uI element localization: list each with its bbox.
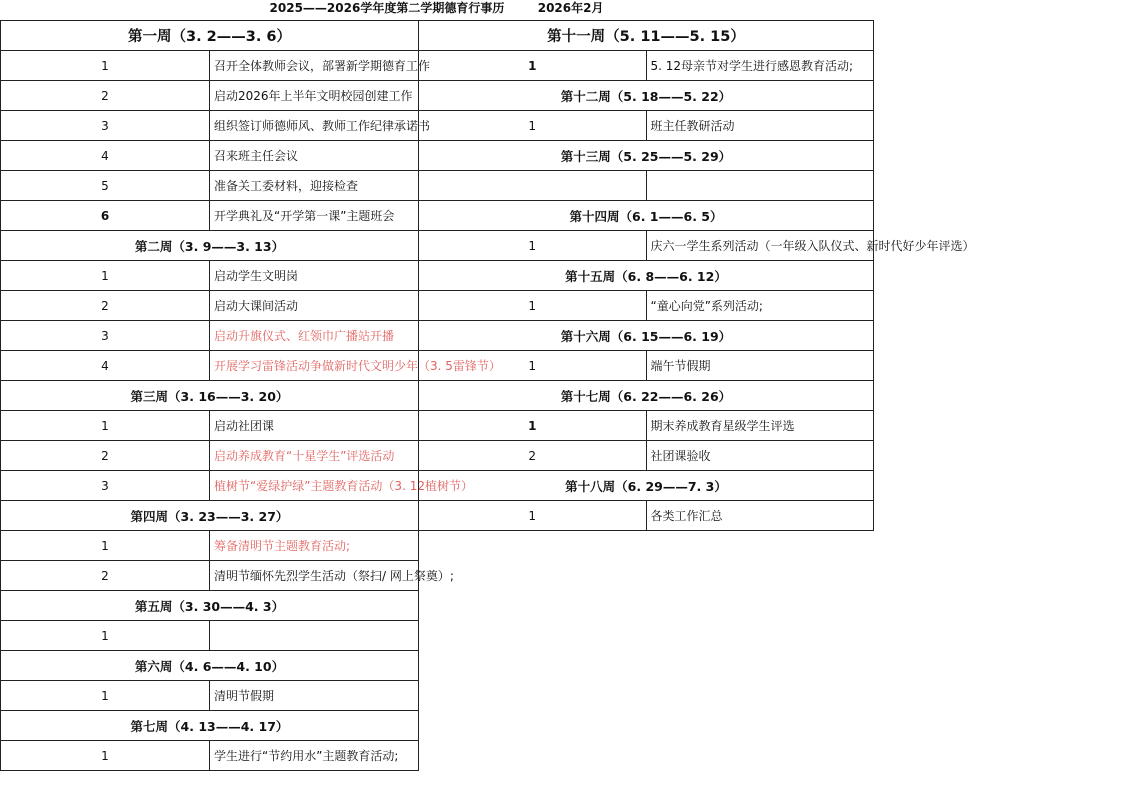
week-title: 第十四周（6. 1——6. 5） — [419, 201, 874, 231]
task-row — [1, 321, 419, 351]
task-number: 4 — [1, 351, 210, 381]
week-title: 第七周（4. 13——4. 17） — [1, 711, 419, 741]
week-header-row — [1, 651, 419, 681]
task-row — [419, 441, 874, 471]
task-text: 社团课验收 — [646, 441, 874, 471]
task-number: 1 — [419, 111, 647, 141]
task-text: 召开全体教师会议，部署新学期德育工作 — [210, 51, 419, 81]
task-text: 召来班主任会议 — [210, 141, 419, 171]
task-text — [646, 171, 874, 201]
task-row — [1, 51, 419, 81]
task-row — [1, 291, 419, 321]
week-header-row — [419, 381, 874, 411]
week-title: 第一周（3. 2——3. 6） — [1, 21, 419, 51]
task-number: 1 — [1, 261, 210, 291]
task-text: 开学典礼及“开学第一课”主题班会 — [210, 201, 419, 231]
task-row — [419, 171, 874, 201]
task-text: 开展学习雷锋活动争做新时代文明少年（3. 5雷锋节） — [210, 351, 419, 381]
task-number: 1 — [419, 411, 647, 441]
task-number: 4 — [1, 141, 210, 171]
task-row — [1, 201, 419, 231]
week-title: 第十三周（5. 25——5. 29） — [419, 141, 874, 171]
task-row — [1, 261, 419, 291]
week-header-row — [1, 501, 419, 531]
task-number: 1 — [1, 531, 210, 561]
task-text: 启动社团课 — [210, 411, 419, 441]
task-number: 1 — [419, 231, 647, 261]
task-text: “童心向党”系列活动; — [646, 291, 874, 321]
task-number: 3 — [1, 111, 210, 141]
week-title: 第三周（3. 16——3. 20） — [1, 381, 419, 411]
week-header-row — [419, 81, 874, 111]
task-text: 启动大课间活动 — [210, 291, 419, 321]
task-number: 2 — [419, 441, 647, 471]
week-header-row — [1, 21, 419, 51]
task-row — [1, 141, 419, 171]
task-text: 端午节假期 — [646, 351, 874, 381]
task-number: 2 — [1, 561, 210, 591]
task-row — [419, 51, 874, 81]
week-title: 第二周（3. 9——3. 13） — [1, 231, 419, 261]
task-row — [1, 561, 419, 591]
task-row — [1, 471, 419, 501]
week-header-row — [1, 591, 419, 621]
task-row — [419, 231, 874, 261]
task-number — [419, 171, 647, 201]
task-row — [419, 111, 874, 141]
task-number: 5 — [1, 171, 210, 201]
task-number: 2 — [1, 441, 210, 471]
task-text: 清明节缅怀先烈学生活动（祭扫/ 网上祭奠）; — [210, 561, 419, 591]
week-title: 第十六周（6. 15——6. 19） — [419, 321, 874, 351]
task-text: 组织签订师德师风、教师工作纪律承诺书 — [210, 111, 419, 141]
task-row — [1, 111, 419, 141]
task-text: 筹备清明节主题教育活动; — [210, 531, 419, 561]
week-title: 第十七周（6. 22——6. 26） — [419, 381, 874, 411]
task-number: 3 — [1, 471, 210, 501]
week-header-row — [1, 711, 419, 741]
task-number: 1 — [419, 501, 647, 531]
task-number: 1 — [1, 51, 210, 81]
task-text: 启动升旗仪式、红领巾广播站开播 — [210, 321, 419, 351]
task-number: 1 — [1, 741, 210, 771]
task-row — [1, 411, 419, 441]
task-text: 清明节假期 — [210, 681, 419, 711]
task-row — [419, 291, 874, 321]
task-text: 启动养成教育“十星学生”评选活动 — [210, 441, 419, 471]
week-title: 第四周（3. 23——3. 27） — [1, 501, 419, 531]
task-text: 启动学生文明岗 — [210, 261, 419, 291]
task-text: 学生进行“节约用水”主题教育活动; — [210, 741, 419, 771]
week-header-row — [1, 381, 419, 411]
task-text: 植树节“爱绿护绿”主题教育活动（3. 12植树节） — [210, 471, 419, 501]
week-header-row — [419, 471, 874, 501]
task-number: 1 — [1, 411, 210, 441]
week-header-row — [419, 321, 874, 351]
week-title: 第十八周（6. 29——7. 3） — [419, 471, 874, 501]
task-row — [1, 741, 419, 771]
task-number: 1 — [419, 51, 647, 81]
task-number: 6 — [1, 201, 210, 231]
week-header-row — [419, 141, 874, 171]
week-header-row — [419, 261, 874, 291]
week-title: 第五周（3. 30——4. 3） — [1, 591, 419, 621]
left-schedule-table — [0, 20, 501, 771]
week-header-row — [1, 231, 419, 261]
task-row — [1, 351, 419, 381]
task-row — [1, 681, 419, 711]
task-number: 2 — [1, 291, 210, 321]
task-number: 3 — [1, 321, 210, 351]
task-row — [419, 501, 874, 531]
week-header-row — [419, 21, 874, 51]
task-text: 启动2026年上半年文明校园创建工作 — [210, 81, 419, 111]
task-row — [419, 411, 874, 441]
task-text: 班主任教研活动 — [646, 111, 874, 141]
task-number: 1 — [419, 291, 647, 321]
week-title: 第十一周（5. 11——5. 15） — [419, 21, 874, 51]
task-text: 5. 12母亲节对学生进行感恩教育活动; — [646, 51, 874, 81]
task-number: 1 — [1, 681, 210, 711]
task-row — [1, 621, 419, 651]
task-text — [210, 621, 419, 651]
task-row — [1, 441, 419, 471]
week-title: 第六周（4. 6——4. 10） — [1, 651, 419, 681]
task-text: 期末养成教育星级学生评选 — [646, 411, 874, 441]
task-text: 各类工作汇总 — [646, 501, 874, 531]
week-title: 第十二周（5. 18——5. 22） — [419, 81, 874, 111]
task-number: 1 — [1, 621, 210, 651]
week-title: 第十五周（6. 8——6. 12） — [419, 261, 874, 291]
page-title: 2025——2026学年度第二学期德育行事历 2026年2月 — [269, 1, 604, 15]
week-header-row — [419, 201, 874, 231]
task-row — [419, 351, 874, 381]
task-row — [1, 531, 419, 561]
task-number: 1 — [419, 351, 647, 381]
task-text: 庆六一学生系列活动（一年级入队仪式、新时代好少年评选） — [646, 231, 874, 261]
task-row — [1, 171, 419, 201]
task-number: 2 — [1, 81, 210, 111]
right-schedule-table — [418, 20, 975, 531]
task-text: 准备关工委材料，迎接检查 — [210, 171, 419, 201]
task-row — [1, 81, 419, 111]
